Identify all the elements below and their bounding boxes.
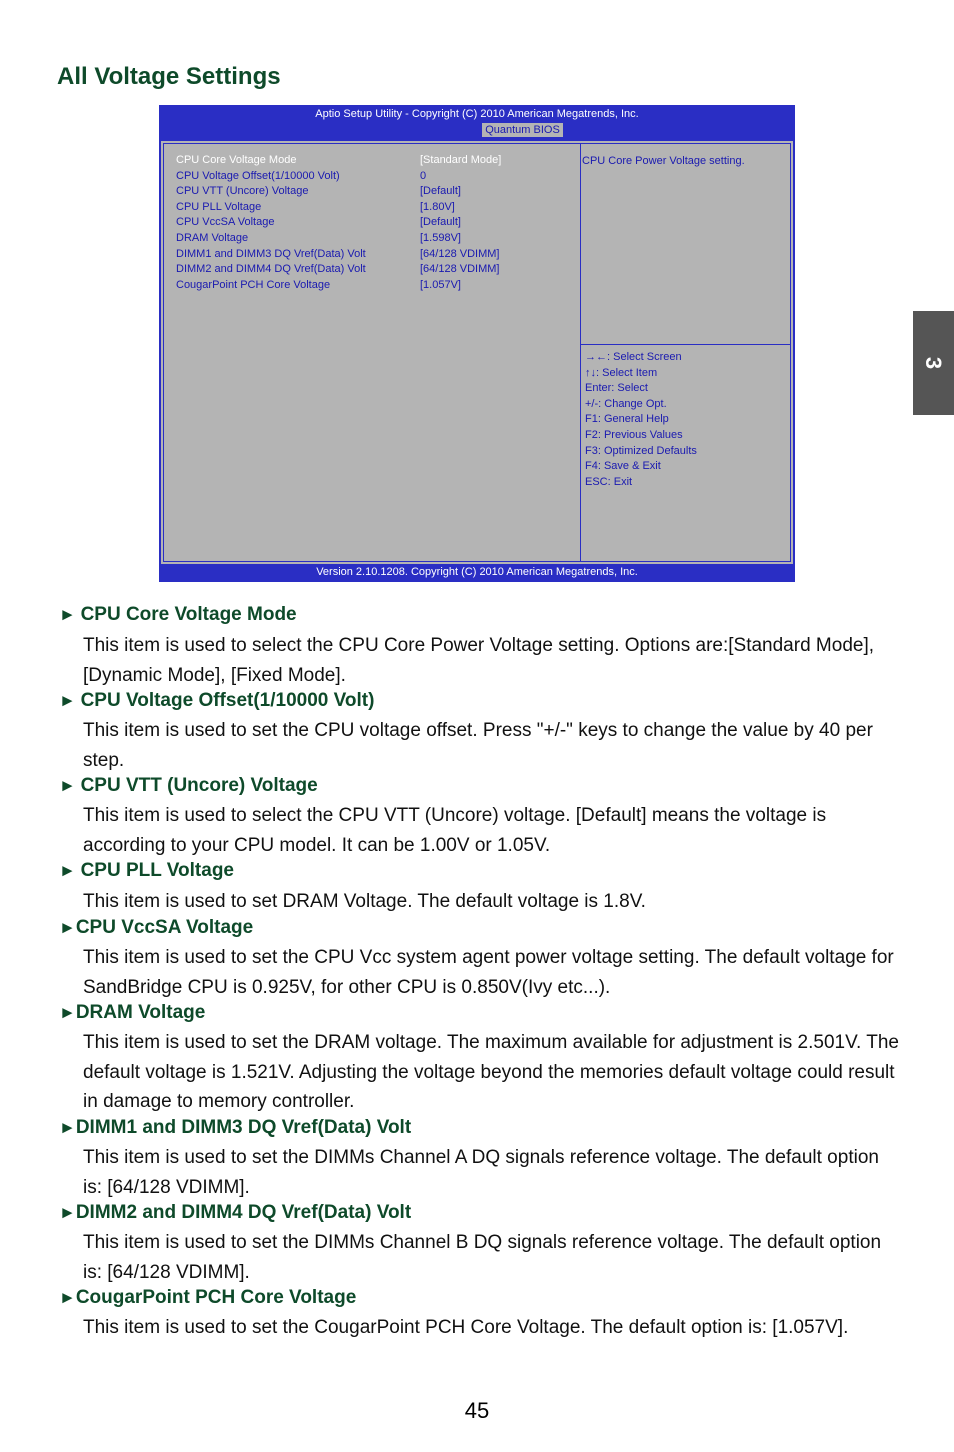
item-title: ► CPU Voltage Offset(1/10000 Volt) xyxy=(59,690,375,711)
triangle-bullet-icon: ► xyxy=(59,691,81,710)
bios-header-text: Aptio Setup Utility - Copyright (C) 2010 American Megatrends, Inc. xyxy=(315,108,639,120)
help-divider xyxy=(581,344,790,345)
bios-tab-quantum[interactable]: Quantum BIOS xyxy=(482,123,563,137)
item-title: ► CPU Core Voltage Mode xyxy=(59,604,297,625)
setting-value[interactable]: [64/128 VDIMM] xyxy=(420,247,500,260)
setting-label: CPU Voltage Offset(1/10000 Volt) xyxy=(176,169,340,182)
bios-screenshot xyxy=(159,105,795,582)
setting-value[interactable]: [1.057V] xyxy=(420,278,461,291)
key-help-item: F4: Save & Exit xyxy=(585,460,661,473)
setting-label: CPU VTT (Uncore) Voltage xyxy=(176,185,309,198)
item-title: ►DIMM1 and DIMM3 DQ Vref(Data) Volt xyxy=(59,1117,412,1138)
setting-value[interactable]: [1.598V] xyxy=(420,232,461,244)
triangle-bullet-icon: ► xyxy=(59,776,81,795)
setting-label: DIMM2 and DIMM4 DQ Vref(Data) Volt xyxy=(176,263,366,276)
chapter-number: 3 xyxy=(921,356,947,370)
item-body: This item is used to set the DIMMs Channel A DQ signals reference voltage. The default option is: [64/128 VDIMM]. xyxy=(83,1147,879,1198)
item-body: This item is used to select the CPU VTT (Uncore) voltage. [Default] means the voltage is according to your CPU model. It can be 1.00V or 1.05V. xyxy=(83,805,827,856)
triangle-bullet-icon: ► xyxy=(59,605,81,624)
key-help-item: +/-: Change Opt. xyxy=(585,397,667,410)
item-body: This item is used to set the DRAM voltage. The maximum available for adjustment is 2.501V. The default voltage is 1.521V. Adjusting the voltage beyond the memories default voltage could result in damage to memory controller. xyxy=(83,1032,899,1112)
page-title: All Voltage Settings xyxy=(57,63,281,90)
item-title: ► CPU VTT (Uncore) Voltage xyxy=(59,775,318,796)
key-help-item: F3: Optimized Defaults xyxy=(585,444,697,457)
triangle-bullet-icon: ► xyxy=(59,861,81,880)
item-title: ►CougarPoint PCH Core Voltage xyxy=(59,1287,357,1308)
setting-value[interactable]: [1.80V] xyxy=(420,200,455,213)
setting-value[interactable]: [Standard Mode] xyxy=(420,154,502,166)
setting-label: DRAM Voltage xyxy=(176,232,249,244)
item-body: This item is used to select the CPU Core Power Voltage setting. Options are:[Standard Mode], [Dynamic Mode], [Fixed Mode]. xyxy=(83,635,875,686)
key-help-item: F2: Previous Values xyxy=(585,428,683,441)
item-body: This item is used to set the DIMMs Channel B DQ signals reference voltage. The default option is: [64/128 VDIMM]. xyxy=(83,1232,882,1283)
key-help-item: F1: General Help xyxy=(585,413,669,426)
setting-label: DIMM1 and DIMM3 DQ Vref(Data) Volt xyxy=(176,247,366,260)
setting-label: CougarPoint PCH Core Voltage xyxy=(176,278,331,291)
setting-value[interactable]: [64/128 VDIMM] xyxy=(420,263,500,276)
triangle-bullet-icon: ► xyxy=(59,1003,76,1022)
setting-value[interactable]: [Default] xyxy=(420,185,461,198)
setting-label: CPU VccSA Voltage xyxy=(176,216,275,229)
bios-body xyxy=(160,140,794,565)
key-help-item: ESC: Exit xyxy=(585,475,633,488)
key-help-item: ↑↓: Select Item xyxy=(585,366,658,379)
item-body: This item is used to set the CougarPoint PCH Core Voltage. The default option is: [1.057V]. xyxy=(83,1317,849,1338)
triangle-bullet-icon: ► xyxy=(59,918,76,937)
item-title: ►DIMM2 and DIMM4 DQ Vref(Data) Volt xyxy=(59,1202,412,1223)
item-help-text: CPU Core Power Voltage setting. xyxy=(582,155,745,167)
item-title: ► CPU PLL Voltage xyxy=(59,860,234,881)
triangle-bullet-icon: ► xyxy=(59,1203,76,1222)
setting-value[interactable]: 0 xyxy=(420,169,427,182)
item-title: ►DRAM Voltage xyxy=(59,1002,206,1023)
setting-value[interactable]: [Default] xyxy=(420,216,461,229)
triangle-bullet-icon: ► xyxy=(59,1288,76,1307)
item-body: This item is used to set the CPU Vcc system agent power voltage setting. The default voltage for SandBridge CPU is 0.925V, for other CPU is 0.850V(Ivy etc...). xyxy=(83,947,894,998)
item-body: This item is used to set DRAM Voltage. The default voltage is 1.8V. xyxy=(83,891,646,912)
key-help-list xyxy=(585,350,697,490)
triangle-bullet-icon: ► xyxy=(59,1118,76,1137)
setting-label: CPU PLL Voltage xyxy=(176,200,262,213)
pane-divider xyxy=(580,144,581,561)
key-help-item: Enter: Select xyxy=(585,382,648,395)
item-body: This item is used to set the CPU voltage offset. Press "+/-" keys to change the value by 40 per step. xyxy=(83,720,873,771)
item-title: ►CPU VccSA Voltage xyxy=(59,917,254,938)
chapter-tab xyxy=(913,311,954,415)
bios-header xyxy=(159,105,795,139)
settings-list xyxy=(164,144,578,561)
setting-label: CPU Core Voltage Mode xyxy=(176,154,297,166)
bios-footer: Version 2.10.1208. Copyright (C) 2010 American Megatrends, Inc. xyxy=(316,566,638,578)
page-number: 45 xyxy=(464,1398,490,1423)
key-help-item: →←: Select Screen xyxy=(585,351,682,363)
bios-frame xyxy=(163,143,791,562)
